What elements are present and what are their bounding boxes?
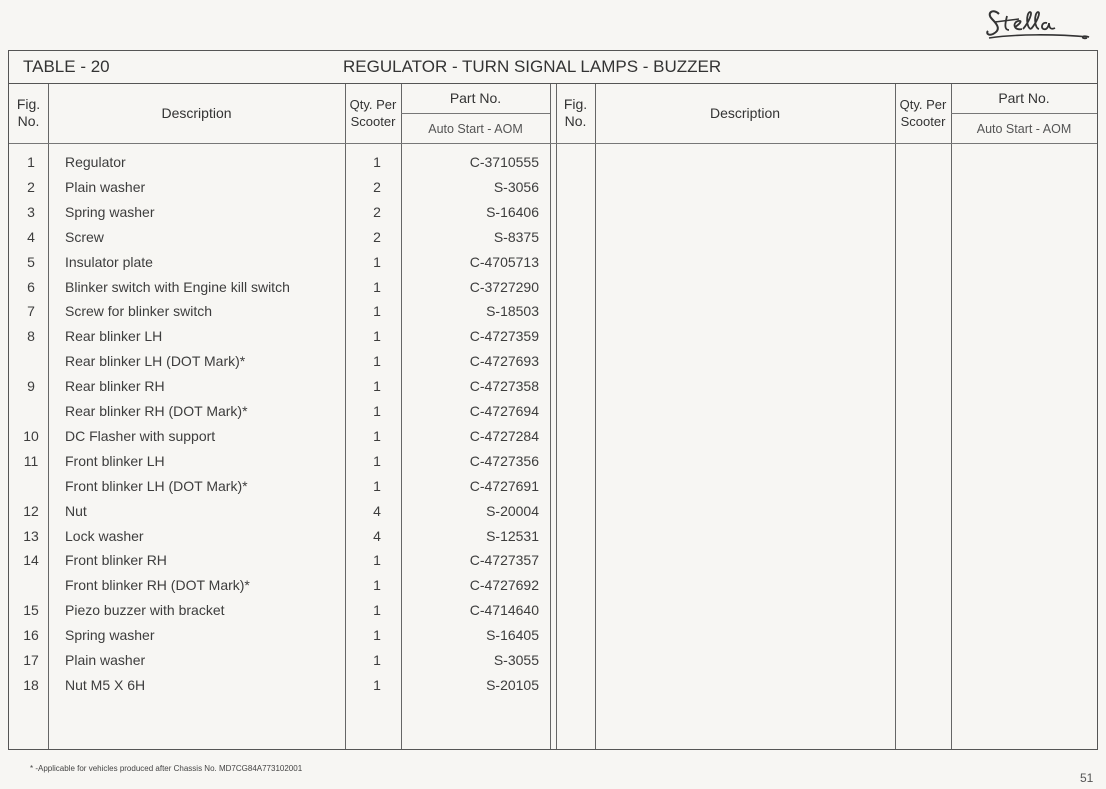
row-part-number: S-16406 [486,203,539,220]
header-fig-no [9,96,48,130]
row-part-number: S-3056 [493,178,539,195]
row-description: Rear blinker RH [65,378,165,395]
row-description: Piezo buzzer with bracket [65,602,225,619]
table-row [9,374,1097,399]
footnote: * -Applicable for vehicles produced after Chassis No. MD7CG84A773102001 [30,764,303,773]
header-qty-right [895,96,951,130]
table-row [9,573,1097,598]
row-description: Regulator [65,154,126,170]
table-row [9,324,1097,349]
header-part-no: Part No. [449,90,502,106]
table-row [9,673,1097,698]
row-description: Front blinker LH [65,452,165,469]
row-part-number: C-4727284 [469,427,539,444]
header-description: Description [161,105,232,121]
row-fig-number: 13 [23,527,39,544]
row-fig-number: 17 [23,652,39,668]
row-fig-number: 12 [23,502,39,519]
row-description: Rear blinker LH (DOT Mark)* [65,353,246,370]
row-quantity: 1 [373,378,381,395]
table-row [9,275,1097,300]
row-fig-number: 11 [23,452,39,469]
row-description: Plain washer [65,652,146,668]
row-fig-number: 5 [27,253,35,270]
row-quantity: 1 [373,552,381,569]
brand-logo [985,4,1097,46]
header-part-no-right: Part No. [998,90,1050,106]
header-bottom-line [9,143,1097,144]
row-description: Nut M5 X 6H [65,676,146,693]
table-number: TABLE - 20 [23,57,110,76]
row-quantity: 1 [373,278,381,295]
row-part-number: C-4727693 [469,353,539,370]
header-variant: Auto Start - AOM [428,122,523,136]
row-part-number: C-4727358 [469,378,539,395]
table-row [9,424,1097,449]
row-part-number: S-12531 [486,527,539,544]
row-fig-number: 15 [23,602,39,619]
header-qty-line1: Qty. Per [899,97,947,112]
row-quantity: 1 [373,577,381,594]
row-quantity: 1 [373,627,381,644]
row-part-number: C-4727692 [469,577,539,594]
table-title: REGULATOR - TURN SIGNAL LAMPS - BUZZER [343,57,722,76]
row-fig-number: 1 [27,154,35,170]
table-row [9,175,1097,200]
row-part-number: C-4727359 [469,328,539,345]
table-row [9,524,1097,549]
table-row [9,598,1097,623]
table-row [9,225,1097,250]
header-no-label: No. [17,113,40,129]
row-quantity: 1 [373,328,381,345]
row-description: Insulator plate [65,253,153,270]
row-description: Spring washer [65,627,155,644]
row-fig-number: 10 [23,427,39,444]
row-fig-number: 16 [23,627,39,644]
row-quantity: 1 [373,477,381,494]
row-description: Blinker switch with Engine kill switch [65,278,290,295]
header-qty [345,96,401,130]
row-quantity: 2 [373,228,381,245]
header-variant-right: Auto Start - AOM [976,122,1072,136]
row-quantity: 1 [373,452,381,469]
header-qty-line2: Scooter [900,114,946,129]
row-fig-number: 18 [23,676,39,693]
row-fig-number: 14 [23,552,39,569]
table-row [9,399,1097,424]
row-part-number: C-4727356 [469,452,539,469]
row-fig-number: 2 [27,178,35,195]
table-row [9,548,1097,573]
header-qty-line2: Scooter [350,114,396,129]
row-description: Plain washer [65,178,146,195]
header-no-label: No. [564,113,587,129]
row-description: Rear blinker RH (DOT Mark)* [65,403,248,419]
row-quantity: 2 [373,178,381,195]
row-part-number: S-8375 [493,228,539,245]
row-part-number: S-18503 [486,303,539,320]
table-row [9,349,1097,374]
row-quantity: 1 [373,154,381,170]
row-description: Screw for blinker switch [65,303,213,320]
row-part-number: C-4727694 [469,403,539,419]
header-subdivider [401,113,550,114]
row-description: Screw [65,228,104,245]
row-quantity: 1 [373,427,381,444]
row-fig-number: 7 [27,303,35,320]
header-fig-label: Fig. [16,96,41,112]
row-fig-number: 6 [27,278,35,295]
row-quantity: 1 [373,403,381,419]
table-row [9,474,1097,499]
row-quantity: 1 [373,652,381,668]
header-qty-line1: Qty. Per [349,97,397,112]
row-description: Front blinker LH (DOT Mark)* [65,477,248,494]
table-row [9,499,1097,524]
table-row [9,200,1097,225]
row-part-number: C-4727691 [469,477,539,494]
table-row [9,648,1097,673]
header-description-right: Description [709,105,781,121]
row-part-number: S-3055 [493,652,539,668]
row-quantity: 1 [373,353,381,370]
row-part-number: C-3727290 [469,278,539,295]
row-description: Spring washer [65,203,155,220]
table-title-row [9,51,1097,84]
row-part-number: C-4705713 [469,253,539,270]
row-part-number: C-3710555 [469,154,539,170]
row-quantity: 1 [373,303,381,320]
header-fig-no-right [556,96,595,130]
row-description: Lock washer [65,527,144,544]
header-subdivider [951,113,1097,114]
row-quantity: 4 [373,502,381,519]
row-fig-number: 3 [27,203,35,220]
row-description: Rear blinker LH [65,328,163,345]
table-row [9,623,1097,648]
row-part-number: S-20105 [486,676,539,693]
row-part-number: C-4727357 [469,552,539,569]
table-row [9,250,1097,275]
header-fig-label: Fig. [563,96,588,112]
row-description: Front blinker RH [65,552,167,569]
page-number: 51 [1080,771,1094,785]
row-fig-number: 4 [27,228,35,245]
table-row [9,150,1097,175]
stella-logo-icon [985,4,1097,46]
row-quantity: 1 [373,602,381,619]
row-part-number: S-16405 [486,627,539,644]
table-row [9,299,1097,324]
row-part-number: S-20004 [486,502,539,519]
row-description: Nut [65,502,87,519]
row-fig-number: 8 [27,328,35,345]
row-description: DC Flasher with support [65,427,216,444]
row-fig-number: 9 [27,378,35,395]
row-description: Front blinker RH (DOT Mark)* [65,577,250,594]
row-quantity: 1 [373,676,381,693]
table-row [9,449,1097,474]
row-quantity: 4 [373,527,381,544]
parts-table [8,50,1098,750]
row-quantity: 1 [373,253,381,270]
row-part-number: C-4714640 [469,602,539,619]
row-quantity: 2 [373,203,381,220]
